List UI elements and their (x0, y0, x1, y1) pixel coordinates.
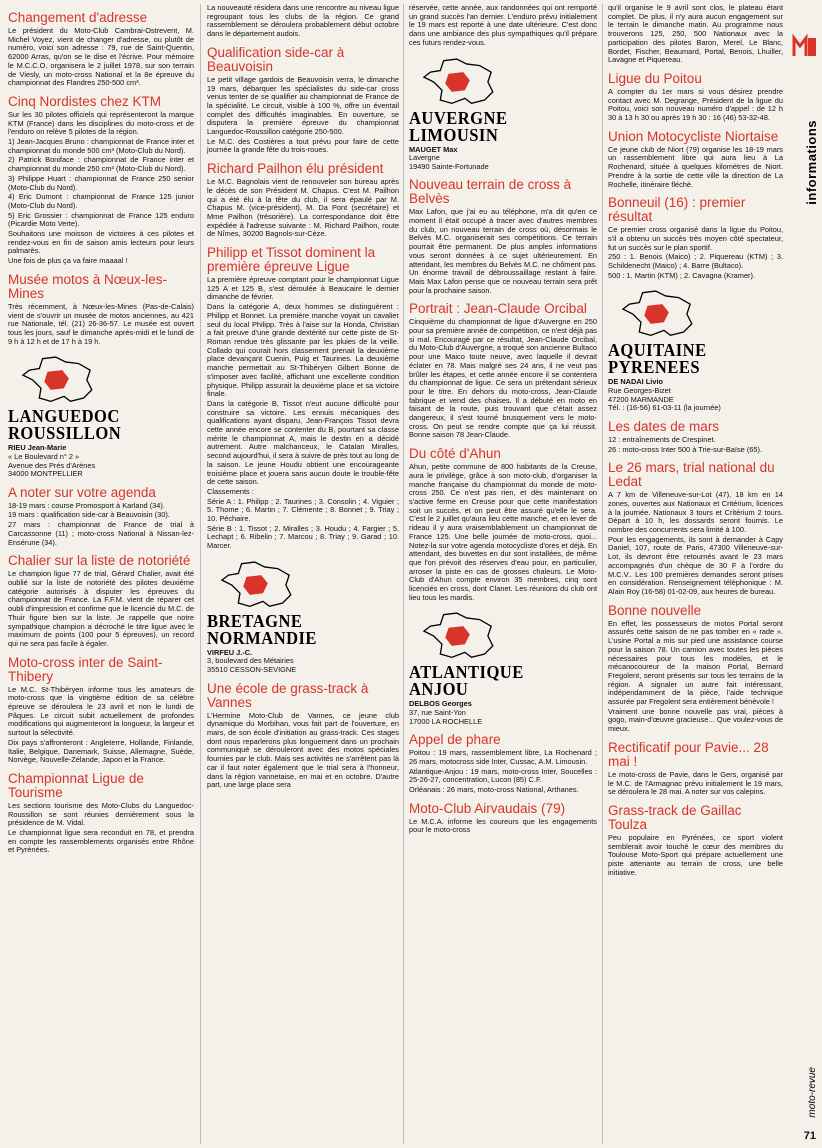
article-paragraph: 3) Philippe Huart : championnat de France 250 senior (Moto-Club du Nord). (8, 173, 194, 192)
article-paragraph: Le M.C. St-Thibéryen informe tous les amateurs de moto-cross que la vingtième édition de sa célèbre épreuve se déroulera le 23 avril et non le lundi de Pâques. Le circuit subit actuellement de profondes modifications qui augmenteront la longueur, la largeur et surtout la sélectivité. (8, 684, 194, 738)
article-paragraph: 500 : 1. Martin (KTM) ; 2. Cavagna (Kramer). (608, 270, 756, 280)
news-article (8, 95, 194, 266)
news-article (608, 461, 783, 596)
article-paragraph: Très récemment, à Nœux-les-Mines (Pas-de-Calais) vient de s'ouvrir un musée de motos anciennes, au 421 rue Nationale, tél. (21) 26-36-57. Le musée est ouvert tous les jours, sauf le dimanche après-midi et le lundi de 9 h à 12 h et de 17 h à 19 h. (8, 301, 194, 346)
article-headline: Nouveau terrain de cross à Belvès (409, 177, 572, 207)
article-headline: A noter sur votre agenda (8, 484, 156, 500)
address-line: 17000 LA ROCHELLE (409, 716, 483, 726)
article-paragraph: Ahun, petite commune de 800 habitants de la Creuse, aura le privilège, grâce à son moto-club, d'organiser la manche française du championnat du monde de moto-cross 250. Ce n'est pas rien, et dès maintenant on s'active ferme en Creuse pour que cette manifestation soit un succès, et on peut être assuré qu'elle le sera. C'est le 2 juillet qu'aura lieu cette manche, et en lever de rideau il y aura vraisemblablement un championnat de France 125. Une belle journée de moto-cross, quoi... Notez-la sur votre agenda motocycliste d'ores et déjà. En attendant, des buvettes en dur sont installées, de même que l'on prévoit des réserves d'eau pour, en particulier, arroser la piste en cas de grosses chaleurs. Le Moto-Club d'Ahun compte environ 35 membres, cinq sont licenciés en cross, dont Clanet. Les réunions du club ont lieu tous les mardis. (409, 462, 597, 602)
news-article (207, 162, 399, 239)
article-headline: Grass-track de Gaillac Toulza (608, 802, 742, 832)
address-line: 35510 CESSON-SEVIGNE (207, 665, 297, 675)
address-line: Rue Georges-Bizet (608, 386, 671, 396)
article-paragraph: Les sections tourisme des Moto-Clubs du Languedoc-Roussillon se sont réunies dernièrement sous la présidence de M. Vidal. (8, 800, 194, 828)
region-name (207, 610, 384, 648)
article-headline: Musée motos à Nœux-les-Mines (8, 271, 168, 301)
news-article (608, 804, 783, 878)
region-name-line: ROUSSILLON (8, 423, 122, 444)
news-article (608, 72, 783, 123)
article-paragraph: réservée, cette année, aux randonnées qui ont remporté un grand succès l'an dernier. L'enduro prévu initialement le 19 mars est reporté à une date ultérieure. C'est donc dans une ambiance des plus sympathiques qu'il prépare ces futurs rendez-vous. (409, 3, 597, 47)
region-name-line: NORMANDIE (207, 627, 317, 648)
france-map-icon (419, 610, 501, 662)
correspondent-name: RIEU Jean-Marie (8, 443, 67, 453)
region-name (409, 664, 582, 698)
article-paragraph: A 7 km de Villeneuve-sur-Lot (47), 18 km en 14 zones, ouvertes aux Nationaux et Critérium, licences à la journée. Nationaux 3 tours et Critérium 2 tours. Départ à 10 h, les dossards seront fournis. Le nombre des concurrents sera limité à 100. (608, 490, 783, 535)
article-paragraph: Le championnat ligue sera reconduit en 78, et prendra en compte les rassemblements organisés entre Rhône et Pyrénées. (8, 828, 194, 855)
article-headline: Rectificatif pour Pavie... 28 mai ! (608, 739, 769, 769)
article-paragraph: La première épreuve comptant pour le championnat Ligue 125 A et 125 B, s'est déroulée à Beaucaire le dernier dimanche de février. (207, 275, 399, 302)
column-divider (200, 4, 201, 1144)
region-name-line: LIMOUSIN (409, 124, 499, 145)
column-3 (409, 4, 597, 836)
address-line: 34000 MONTPELLIER (8, 469, 83, 479)
article-paragraph: qu'il organise le 9 avril sont clos, le plateau étant complet. De plus, il n'y aura aucun engagement sur le terrain le dimanche matin. Au programme nous trouverons 125, 250, 500 Nationaux avec la participation des pilotes Baron, Merel, Le Blanc, Bordet, Fischer, Beaumard, Portal, Benois, Lhuiller, Lavagne et Piquereau. (608, 3, 783, 65)
article-headline: Moto-cross inter de Saint-Thibery (8, 654, 163, 684)
article-headline: Bonneuil (16) : premier résultat (608, 195, 746, 225)
correspondent-address (409, 700, 597, 726)
france-map-icon (618, 288, 700, 340)
region-correspondent-block (409, 56, 597, 172)
article-paragraph: Souhaitons une moisson de victoires à ces pilotes et rendez-vous en fin de saison amis lecteurs pour leurs palmarès. (8, 229, 194, 256)
article-paragraph: La nouveauté résidera dans une rencontre au niveau ligue regroupant tous les clubs de la région. Ce grand rassemblement se déroulera probablement début octobre dans le département audois. (207, 3, 399, 39)
article-headline: Chalier sur la liste de notoriété (8, 553, 191, 569)
article-headline: Union Motocycliste Niortaise (608, 128, 779, 144)
france-map-icon (217, 559, 299, 611)
news-article (409, 733, 597, 795)
news-article (8, 554, 194, 648)
column-4 (608, 4, 783, 878)
article-paragraph: Le M.C. Bagnolais vient de renouveler son bureau après le décès de son Président M. Chapus. C'est M. Pailhon qui a été élu à la tête du club, il sera épaulé par M. Chapus M. (vice-président), M. Da Pont (secrétaire) et Mme Pailhon (trésorière). La correspondance doit être expédiée à l'adresse suivante : M. Richard Pailhon, route de Nîmes, 30200 Bagnols-sur-Cèze. (207, 177, 399, 239)
news-article (608, 420, 783, 454)
address-line: 47200 MARMANDE (608, 394, 674, 404)
article-paragraph: Série B : 1. Tissot ; 2. Miralles ; 3. Houdu ; 4. Fargier ; 5. Lechapt ; 6. Ribelin ; 7. Marcou ; 8. Triay ; 9. Garad ; 10. Marcer. (207, 523, 399, 551)
article-paragraph: Vraiment une bonne nouvelle pas vrai, pièces à gogo, main-d'œuvre gracieuse... Que voulez-vous de mieux. (608, 706, 783, 734)
magazine-logo-icon (792, 34, 818, 58)
correspondent-address (409, 146, 597, 172)
news-article (409, 447, 597, 602)
region-correspondent-block (207, 559, 399, 675)
correspondent-name: VIRFEU J.-C. (207, 647, 253, 657)
region-name-line: AQUITAINE (608, 340, 707, 361)
article-paragraph: Série A : 1. Philipp ; 2. Taurines ; 3. Consolin ; 4. Viguier ; 5. Thome ; 6. Martin ; 7. Clémente ; 8. Bonnet ; 9. Triay ; 10. Péchaire. (207, 496, 399, 524)
article-paragraph: Classements : (207, 486, 254, 496)
news-article (8, 273, 194, 347)
address-line: Lavergne (409, 153, 440, 163)
address-line: 37, rue Saint-Yon (409, 708, 466, 718)
address-line: Avenue des Prés d'Arènes (8, 460, 96, 470)
region-name-line: LANGUEDOC (8, 406, 120, 427)
news-article (608, 196, 783, 280)
article-paragraph: En effet, les possesseurs de motos Portal seront assurés cette saison de ne pas tomber en « rade ». L'usine Portal a mis sur pied une assistance course pour la saison 78. Un camion avec toutes les pièces nécessaires pour tous les modèles, et le mécanocoureur de la maison Portal, Bernard Fregolent, seront présents sur tous les terrains de la région. A signaler un autre fait intéressant, indépendamment de la pièce, l'aide technique assurée par Fregolent sera entièrement bénévole ! (608, 618, 783, 707)
region-name-line: PYRENEES (608, 357, 701, 378)
correspondent-address (608, 378, 783, 412)
section-label: informations (804, 120, 819, 205)
article-paragraph: Atlantique-Anjou : 19 mars, moto-cross Inter, Soucelles : 25-26-27, concentration, Lucon (85) C.F. (409, 766, 597, 785)
article-paragraph: 12 : entraînements de Crespinet. (608, 434, 716, 444)
correspondent-address (8, 444, 194, 478)
news-article (8, 656, 194, 765)
news-article (8, 772, 194, 855)
article-headline: Moto-Club Airvaudais (79) (409, 800, 566, 816)
article-paragraph: Dix pays s'affronteront : Angleterre, Hollande, Finlande, Italie, Belgique, Danemark, Suisse, Allemagne, Suède, Norvège, Nouvelle-Zélande, Japon et la France. (8, 737, 194, 765)
article-paragraph: 19 mars : qualification side-car à Beauvoisin (30). (8, 510, 170, 520)
news-article (409, 802, 597, 835)
news-article (207, 4, 399, 39)
correspondent-name: DELBOS Georges (409, 699, 472, 709)
article-headline: Philipp et Tissot dominent la première épreuve Ligue (207, 245, 376, 275)
news-article (409, 302, 597, 440)
article-headline: Richard Pailhon élu président (207, 161, 384, 177)
article-headline: Qualification side-car à Beauvoisin (207, 44, 345, 74)
article-paragraph: 27 mars : championnat de France de trial à Carcassonne (11) ; moto-cross National à Nissan-lez-Ensérune (34). (8, 520, 194, 547)
article-paragraph: Dans la catégorie B, Tissot n'eut aucune difficulté pour construire sa victoire. Les ennuis mécaniques des qualifications ayant disparu, Jean-François Tissot devra cette année encore se contenter du B, pourtant sa classe mérite le championnat A, mais le destin en a décidé autrement. Autre malchanceux, le Catalan Miralles, second aujourd'hui, il sera à suivre de près tout au long de la saison. Le jeune Houdu obtient une encourageante troisième place et jouera sans aucun doute le trouble-fête de cette saison. (207, 398, 399, 487)
article-paragraph: Ce premier cross organisé dans la ligue du Poitou, s'il a obtenu un succès très moyen côté spectateur, fut un succès sur le plan sportif. (608, 225, 783, 252)
news-article (409, 178, 597, 295)
article-paragraph: Une fois de plus ça va faire maaaal ! (8, 256, 128, 266)
correspondent-name: DE NADAI Livio (608, 377, 664, 387)
article-paragraph: Le M.C. des Costières a tout prévu pour faire de cette journée la grande fête du trois-roues. (207, 136, 399, 155)
column-1 (8, 4, 194, 856)
article-paragraph: Le président du Moto-Club Cambrai-Ostrevent, M. Michel Voyez, vient de changer d'adresse, ou plutôt de numéro, voici son adresse : 79, rue de Saint-Quentin, 62000 Arras, qu'on se le dise et l'écrive. Pour mémoire le M.C.C.O. organisera le 2 juillet 1978, sur son terrain de Viesly, un moto-cross National et la 8e épreuve du championnat des Flandres 250-500 cm³. (8, 26, 194, 88)
article-paragraph: 5) Eric Grossier : championnat de France 125 enduro (Picardie Moto Verte). (8, 210, 194, 229)
article-paragraph: Ce jeune club de Niort (79) organise les 18-19 mars un rassemblement libre qui aura lieu à La Rochenard, située à quelques kilomètres de Niort. Prendre à la sortie de cette ville la direction de La Rochelle, itinéraire fléché. (608, 144, 783, 189)
article-paragraph: Orléanais : 26 mars, moto-cross National, Arthanes. (409, 785, 579, 795)
column-divider (602, 4, 603, 1144)
news-article (8, 486, 194, 548)
region-name (608, 342, 769, 376)
article-headline: Ligue du Poitou (608, 70, 702, 86)
correspondent-address (207, 649, 399, 675)
news-article (608, 741, 783, 797)
news-article (207, 682, 399, 790)
address-line: 3, boulevard des Métairies (207, 656, 294, 666)
address-line: Tél. : (16-56) 61-03-11 (la journée) (608, 403, 721, 413)
news-article (207, 46, 399, 155)
news-article (207, 246, 399, 551)
region-name-line: BRETAGNE (207, 610, 303, 631)
column-divider (403, 4, 404, 1144)
article-paragraph: Poitou : 19 mars, rassemblement libre, La Rochenard ; 26 mars, motocross side Inter, Cussac, A.M. Limousin. (409, 748, 597, 766)
article-paragraph: Le petit village gardois de Beauvoisin verra, le dimanche 19 mars, débarquer les spécialistes du side-car cross venus tenter de se qualifier au championnat de France de la spécialité. Le circuit, visible à 100 %, offre un éventail complet des difficultés imaginables. En ouverture, se disputera la première épreuve du championnat Languedoc-Roussillon catégorie 250-500. (207, 74, 399, 137)
france-map-icon (419, 56, 501, 108)
article-paragraph: Max Lafon, que j'ai eu au téléphone, m'a dit qu'en ce moment il était occupé à tracer avec d'autres membres du club, un nouveau terrain de cross où, désormais le Belvès M.C. organiserait ses compétitions. Ce terrain pourrait être permanent. De plus amples informations vous seront données à ce sujet ultérieurement. En attendant, les membres du Belvès M.C. ne chôment pas. Un énorme travail de débroussaillage restant à faire. Mais Max Lafon pense que ce nouveau terrain sera prêt pour la prochaine saison. (409, 207, 597, 295)
article-paragraph: L'Hermine Moto-Club de Vannes, ce jeune club dynamique du Morbihan, vous fait part de l'ouverture, en mars, de son école d'initiation au grass-track. Ces stages dont nous reparlerons plus longuement dans un prochain communiqué se dérouleront avec des motos spéciales fournies par le club. Mais ses activités ne s'arrêtent pas là car il faut noter également que le trial sera à l'honneur, dans la région vannetaise, en mai et en octobre. D'autre part, une large place sera (207, 710, 399, 790)
article-paragraph: Le M.C.A. informe les coureurs que les engagements pour le moto-cross (409, 816, 597, 835)
article-paragraph: Pour les engagements, ils sont à demander à Capy Daniel, 107, route de Paris, 47300 Villeneuve-sur-Lot, ils devront être retournés avant le 23 mars accompagnés d'un chèque de 30 F à l'ordre du M.C.V.. Les 100 premières demandes seront prises en considération. Renseignement téléphonique : M. Alain Roy (16-58) 01-02-09, aux heures de bureau. (608, 534, 783, 596)
region-name-line: ANJOU (409, 679, 469, 700)
france-map-icon (18, 354, 100, 406)
address-line: « Le Boulevard n° 2 » (8, 451, 80, 461)
article-paragraph: A compter du 1er mars si vous désirez prendre contact avec M. Degrange, Président de la ligue du Poitou, voici son nouveau numéro d'appel : de 12 h 30 à 13 h 30 ou après 19 h 30 : 16 (46) 53-32-48. (608, 86, 783, 123)
article-paragraph: 4) Eric Dumont : championnat de France 125 junior (Moto-Club du Nord). (8, 192, 194, 210)
article-paragraph: 2) Patrick Boniface : championnat de France inter et championnat du monde 250 cm³ (Moto-Club du Nord). (8, 155, 194, 174)
article-headline: Cinq Nordistes chez KTM (8, 93, 162, 109)
article-headline: Championnat Ligue de Tourisme (8, 770, 144, 800)
article-paragraph: Le moto-cross de Pavie, dans le Gers, organisé par le M.C. de l'Armagnac prévu initialement le 19 mars, se déroulera le 28 mai. A noter sur vos calepins. (608, 769, 783, 797)
article-paragraph: Cinquième du championnat de ligue d'Auvergne en 250 pour sa première année de compétition, ce n'est déjà pas si mal. Encouragé par ce résultat, Jean-Claude Orcibal, du Moto-Club d'Auvergne, a troqué son ancienne Bultaco pour une Maico toute neuve, avec laquelle il devrait éclater en 78. Mais malgré ses 24 ans, il ne veut pas brûler les étapes, et cette année encore il se contentera du championnat de ligue. Ce sera un prétendant sérieux pour le titre. En dehors du moto-cross, Jean-Claude fabrique et vend des chaises. Il a débuté en moto en faisant de la route, puis trouvant que c'était assez dangereux, il s'est tourné brusquement vers le moto-cross. On peut se rendre compte que ça lui réussit. Bonne saison 78 Jean-Claude. (409, 317, 597, 440)
article-paragraph: Sur les 30 pilotes officiels qui représenteront la marque KTM (France) dans les disciplines du moto-cross et de l'enduro on relève 5 pilotes de la région. (8, 109, 194, 137)
article-paragraph: Peu populaire en Pyrénées, ce sport violent semblerait avoir touché le cœur des membres du Toulouse Moto-Sport qui prépare actuellement une piste attenante au terrain de cross, une belle initiative. (608, 832, 783, 877)
article-paragraph: 18-19 mars : course Promosport à Karland (34). (8, 500, 165, 510)
article-headline: Appel de phare (409, 732, 501, 748)
region-name (8, 408, 179, 442)
address-line: 19490 Sainte-Fortunade (409, 161, 489, 171)
article-paragraph: 1) Jean-Jacques Bruno : championnat de France inter et championnat du monde 500 cm³ (Moto-Club du Nord). (8, 137, 194, 155)
article-headline: Du côté d'Ahun (409, 446, 501, 462)
news-article (608, 604, 783, 734)
region-name (409, 107, 582, 145)
news-article (608, 4, 783, 65)
article-headline: Les dates de mars (608, 418, 720, 434)
page-number: 71 (803, 1130, 816, 1142)
magazine-name: moto-revue (807, 1067, 818, 1118)
article-headline: Changement d'adresse (8, 10, 148, 25)
region-correspondent-block (8, 354, 194, 478)
article-headline: Bonne nouvelle (608, 602, 702, 618)
news-article (608, 130, 783, 190)
region-correspondent-block (608, 288, 783, 412)
article-paragraph: Dans la catégorie A, deux hommes se distinguèrent : Philipp et Bonnet. La première manche voyait un cavalier seul du local Philipp. Très à l'aise sur la Honda, Christian a fait preuve d'une grande dextérité sur cette piste de St-Roman rendue très glissante par les pluies de la veille. Collado qui courait hors classement prenait la deuxième place devançant Cuenin, Puig et Taurines. La deuxième manche permettait au St-Thibéryen Gilbert Bonne de s'imposer avec facilité, affichant une excellente condition physique. Philipp assurait la deuxième place et sa victoire finale. (207, 302, 399, 399)
article-paragraph: 26 : moto-cross Inter 500 à Trie-sur-Baïse (65). (608, 444, 763, 454)
article-paragraph: Le champion ligue 77 de trial, Gérard Chalier, avait été oublié sur la liste de notoriété des pilotes deuxième catégorie autorisés à disputer les épreuves du championnat de France. La F.F.M. vient de réparer cet oubli d'impression et confirme que le licencié du M.C. de Thuir figure bien sur la liste. Je rappelle que notre sympathique champion a décroché le titre ligue avec le maximum de points (100 pour 5 épreuves), un record qui ne sera pas facile à égaler. (8, 569, 194, 648)
news-article (409, 4, 597, 48)
article-headline: Portrait : Jean-Claude Orcibal (409, 301, 587, 317)
column-2 (207, 4, 399, 791)
article-paragraph: 250 : 1. Benois (Maico) ; 2. Piquereau (KTM) ; 3. Schildenecht (Maico) ; 4. Barre (Bultaco). (608, 252, 783, 271)
region-correspondent-block (409, 610, 597, 726)
article-headline: Le 26 mars, trial national du Ledat (608, 460, 775, 490)
news-article (8, 11, 194, 88)
region-name-line: AUVERGNE (409, 107, 508, 128)
correspondent-name: MAUGET Max (409, 144, 458, 154)
region-name-line: ATLANTIQUE (409, 662, 524, 683)
article-headline: Une école de grass-track à Vannes (207, 680, 369, 710)
